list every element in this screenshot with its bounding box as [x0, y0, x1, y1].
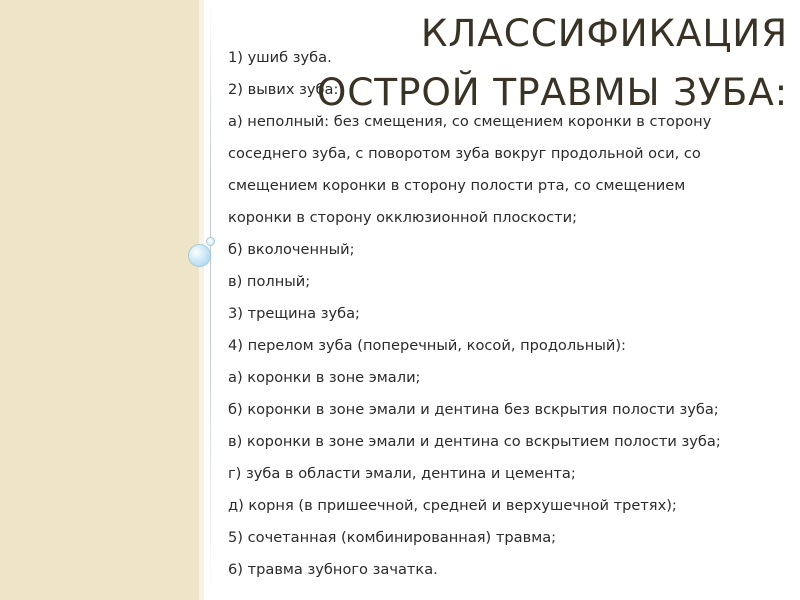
body-line: коронки в сторону окклюзионной плоскости;	[228, 209, 578, 226]
body-line: а) неполный: без смещения, со смещением коронки в сторону	[228, 113, 712, 130]
body-line: а) коронки в зоне эмали;	[228, 369, 421, 386]
body-line: соседнего зуба, с поворотом зуба вокруг продольной оси, со	[228, 145, 701, 162]
title-line-1: КЛАССИФИКАЦИЯ	[420, 11, 788, 55]
body-line: д) корня (в пришеечной, средней и верхушечной третях);	[228, 497, 677, 514]
side-panel	[0, 0, 199, 600]
body-line: г) зуба в области эмали, дентина и цемента;	[228, 465, 576, 482]
body-line: 3) трещина зуба;	[228, 305, 360, 322]
slide-title	[298, 4, 788, 122]
title-line-2: ОСТРОЙ ТРАВМЫ ЗУБА:	[316, 70, 788, 114]
body-line: 6) травма зубного зачатка.	[228, 561, 438, 578]
body-line: в) коронки в зоне эмали и дентина со вскрытием полости зуба;	[228, 433, 721, 450]
body-line: б) вколоченный;	[228, 241, 355, 258]
body-line: б) коронки в зоне эмали и дентина без вскрытия полости зуба;	[228, 401, 719, 418]
body-line: 1) ушиб зуба.	[228, 49, 332, 66]
panel-divider	[199, 0, 204, 600]
body-line: 2) вывих зуба:	[228, 81, 339, 98]
connector-line	[210, 0, 211, 600]
large-circle-icon	[189, 245, 210, 266]
body-line: в) полный;	[228, 273, 311, 290]
body-line: 4) перелом зуба (поперечный, косой, продольный):	[228, 337, 626, 354]
slide-body	[228, 42, 778, 586]
small-circle-icon	[207, 238, 214, 245]
body-line: 5) сочетанная (комбинированная) травма;	[228, 529, 557, 546]
body-line: смещением коронки в сторону полости рта, со смещением	[228, 177, 686, 194]
